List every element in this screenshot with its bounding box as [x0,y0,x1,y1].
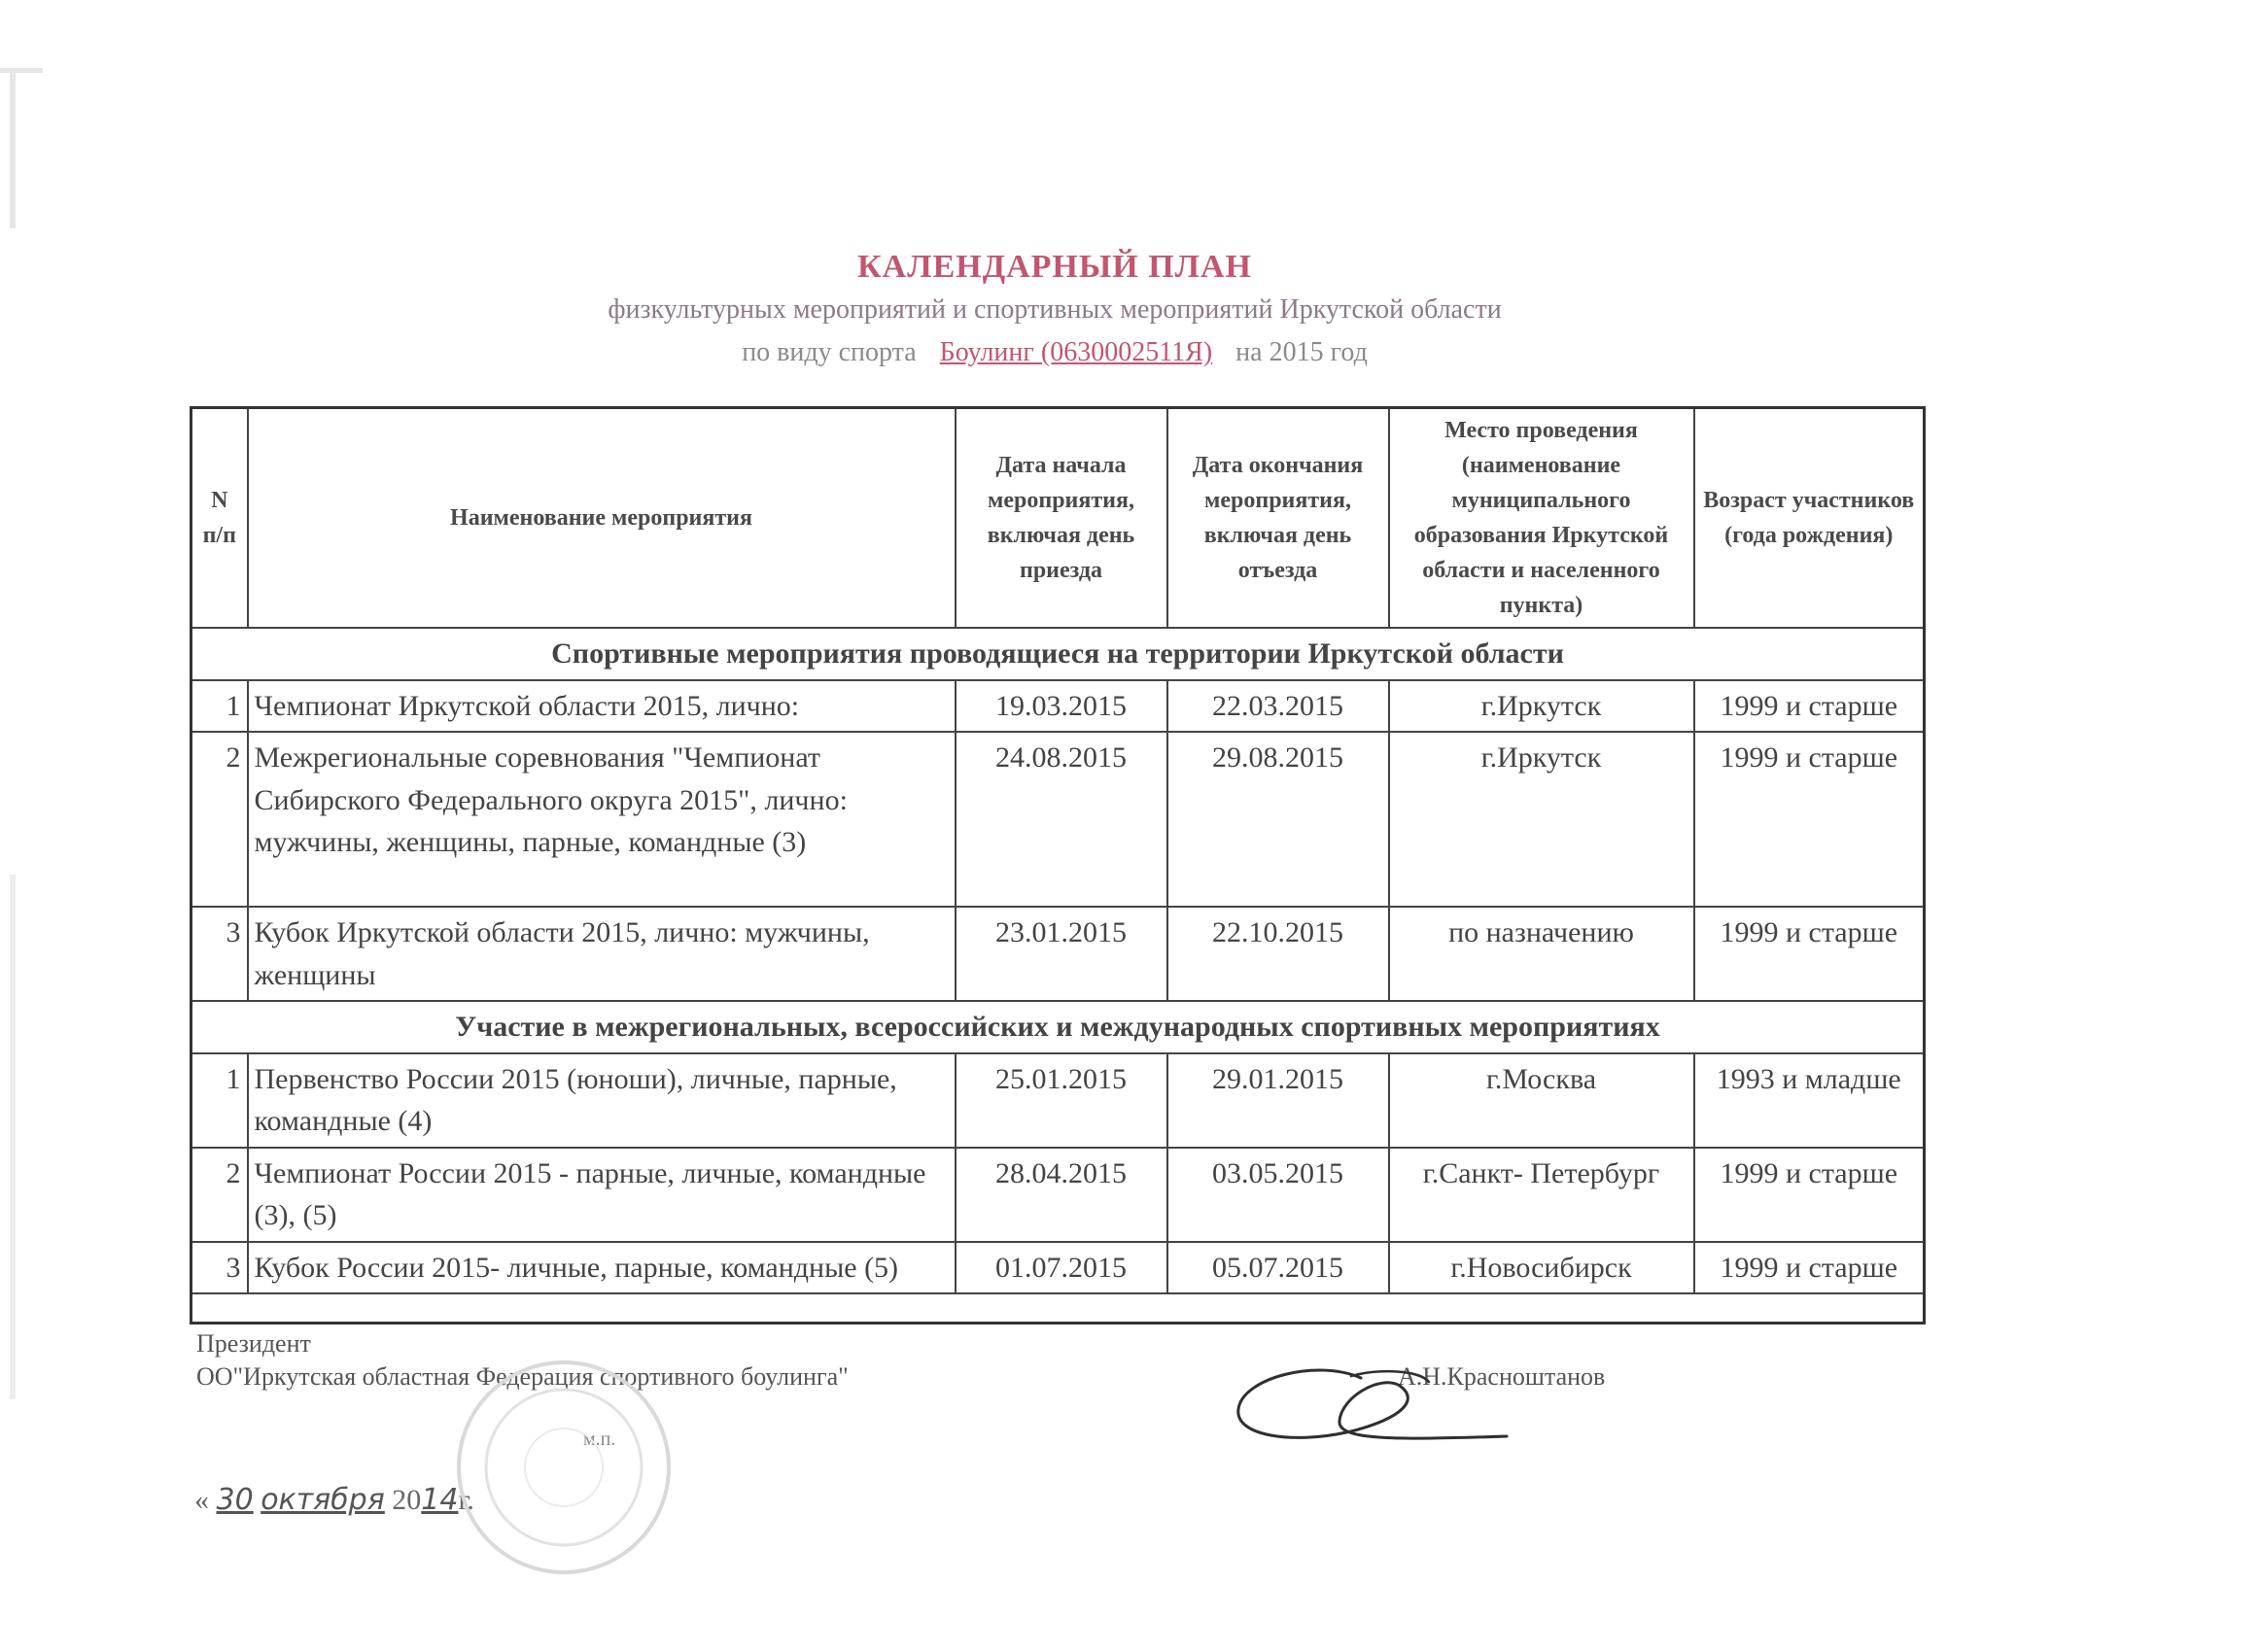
row-number: 2 [191,1148,248,1242]
table-row [191,1053,1925,1148]
event-name: Чемпионат Иркутской области 2015, лично: [248,680,956,733]
start-date: 19.03.2015 [956,680,1167,733]
table-row [191,1242,1925,1294]
date-year: 14 [421,1483,459,1517]
document-title: КАЛЕНДАРНЫЙ ПЛАН [857,249,1252,285]
table-row [191,1148,1925,1242]
signature-date [194,1483,474,1517]
start-date: 25.01.2015 [956,1053,1167,1148]
col-header-end: Дата окончания мероприятия, включая день отъезда [1167,408,1389,629]
event-name: Чемпионат России 2015 - парные, личные, командные (3), (5) [248,1148,956,1242]
event-name: Первенство России 2015 (юноши), личные, парные, командные (4) [248,1053,956,1148]
scan-edge-mark [10,875,16,1399]
row-number: 2 [191,732,248,907]
scan-edge-mark [10,73,16,228]
organization-seal [447,1351,680,1584]
scan-edge-mark [0,68,43,73]
event-name: Кубок России 2015- личные, парные, командные (5) [248,1242,956,1294]
participant-age: 1999 и старше [1694,732,1925,907]
participant-age: 1999 и старше [1694,680,1925,733]
event-place: г.Иркутск [1389,732,1694,907]
participant-age: 1999 и старше [1694,1242,1925,1294]
participant-age: 1993 и младше [1694,1053,1925,1148]
col-header-age: Возраст участников (года рождения) [1694,408,1925,629]
start-date: 28.04.2015 [956,1148,1167,1242]
table-row [191,732,1925,907]
date-open-quote: « [194,1484,209,1516]
row-number: 1 [191,1053,248,1148]
row-number: 3 [191,1242,248,1294]
empty-row [191,1293,1925,1324]
row-number: 1 [191,680,248,733]
calendar-plan-table [190,406,1926,1325]
end-date: 05.07.2015 [1167,1242,1389,1294]
event-place: г.Санкт- Петербург [1389,1148,1694,1242]
sport-prefix: по виду спорта [742,337,917,367]
section-header-row [191,628,1925,680]
date-day: 30 [216,1483,254,1517]
end-date: 03.05.2015 [1167,1148,1389,1242]
event-name: Межрегиональные соревнования "Чемпионат Сибирского Федерального округа 2015", лично: мужчины, женщины, парные, командные (3) [248,732,956,907]
participant-age: 1999 и старше [1694,1148,1925,1242]
end-date: 29.08.2015 [1167,732,1389,907]
sport-line [0,337,2109,368]
seal-place-label: м.п. [583,1428,616,1450]
end-date: 22.03.2015 [1167,680,1389,733]
signatory-name: А.Н.Красноштанов [1398,1362,1606,1391]
empty-cell [191,1293,1925,1324]
end-date: 22.10.2015 [1167,907,1389,1001]
start-date: 01.07.2015 [956,1242,1167,1294]
col-header-place: Место проведения (наименование муниципального образования Иркутской области и населенного пункта) [1389,408,1694,629]
col-header-num: N п/п [191,408,248,629]
start-date: 24.08.2015 [956,732,1167,907]
document-subtitle: физкультурных мероприятий и спортивных мероприятий Иркутской области [608,294,1502,325]
handwritten-signature [1225,1339,1516,1465]
row-number: 3 [191,907,248,1001]
col-header-name: Наименование мероприятия [248,408,956,629]
section-title: Участие в межрегиональных, всероссийских и международных спортивных мероприятиях [191,1001,1925,1053]
organization-name: ОО"Иркутская областная Федерация спортивного боулинга" [196,1362,849,1391]
table-row [191,680,1925,733]
date-year-suffix: г. [458,1484,474,1516]
signer-position: Президент [196,1329,311,1358]
event-place: по назначению [1389,907,1694,1001]
date-year-prefix: 20 [392,1484,422,1516]
participant-age: 1999 и старше [1694,907,1925,1001]
event-place: г.Москва [1389,1053,1694,1148]
event-place: г.Новосибирск [1389,1242,1694,1294]
date-month: октября [261,1483,385,1517]
col-header-start: Дата начала мероприятия, включая день приезда [956,408,1167,629]
sport-name: Боулинг (0630002511Я) [939,337,1213,367]
event-place: г.Иркутск [1389,680,1694,733]
section-title: Спортивные мероприятия проводящиеся на территории Иркутской области [191,628,1925,680]
start-date: 23.01.2015 [956,907,1167,1001]
table-header-row [191,408,1925,629]
section-header-row [191,1001,1925,1053]
plan-year: на 2015 год [1235,337,1368,367]
table-row [191,907,1925,1001]
event-name: Кубок Иркутской области 2015, лично: мужчины, женщины [248,907,956,1001]
end-date: 29.01.2015 [1167,1053,1389,1148]
